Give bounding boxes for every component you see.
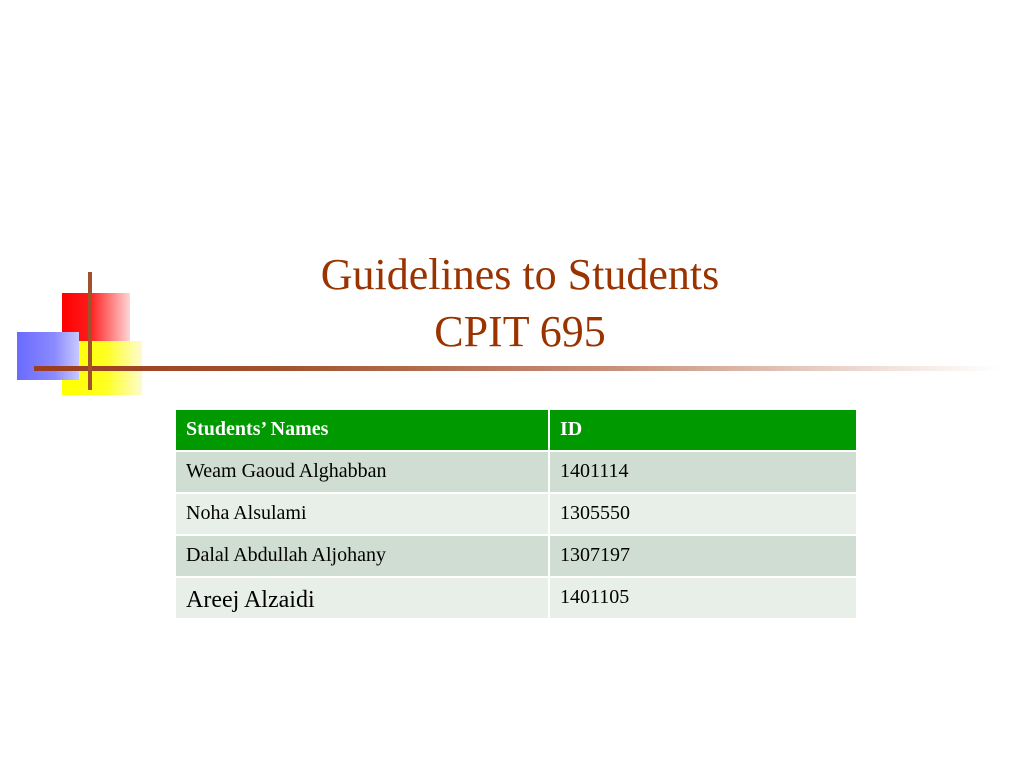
student-name-cell: Weam Gaoud Alghabban: [175, 451, 549, 493]
header-students-names: Students’ Names: [175, 409, 549, 451]
student-id-cell: 1305550: [549, 493, 857, 535]
table-row: [175, 493, 857, 535]
students-table-container: [174, 408, 856, 620]
student-id-cell: 1401114: [549, 451, 857, 493]
decorative-blue-block: [17, 332, 79, 380]
student-name-cell: Dalal Abdullah Aljohany: [175, 535, 549, 577]
students-table: [174, 408, 858, 620]
header-id: ID: [549, 409, 857, 451]
slide-title-line-2: CPIT 695: [434, 307, 606, 356]
table-row: [175, 451, 857, 493]
student-name-cell: Noha Alsulami: [175, 493, 549, 535]
table-header-row: [175, 409, 857, 451]
slide-title: [160, 246, 880, 360]
student-id-cell: 1307197: [549, 535, 857, 577]
decorative-vertical-line: [88, 272, 92, 390]
table-row: [175, 577, 857, 619]
table-row: [175, 535, 857, 577]
title-underline: [34, 366, 1000, 371]
student-name-cell: Areej Alzaidi: [175, 577, 549, 619]
student-id-cell: 1401105: [549, 577, 857, 619]
slide-title-line-1: Guidelines to Students: [320, 250, 720, 299]
